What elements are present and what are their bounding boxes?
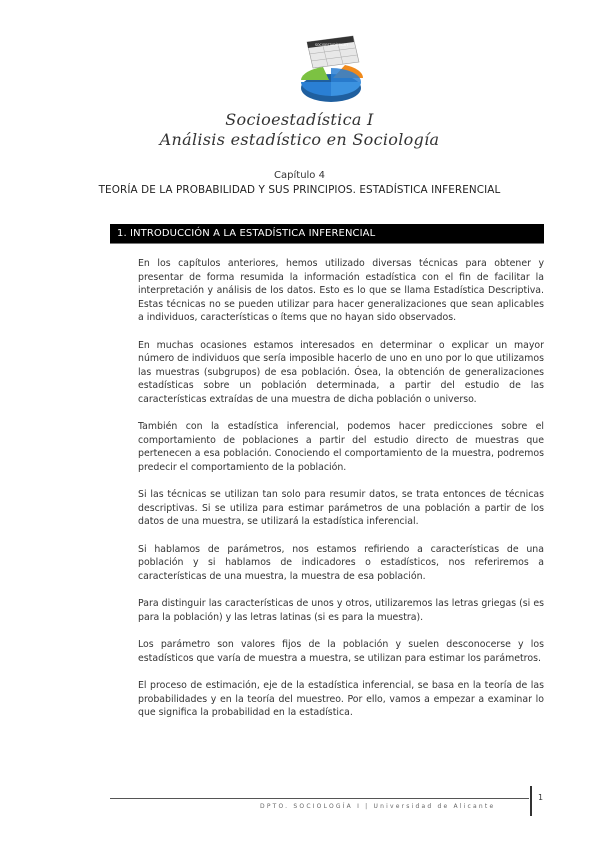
- paragraph: Si las técnicas se utilizan tan solo para resumir datos, se trata entonces de técnicas descriptivas. Si se utiliza para estimar parámetros de una población a partir de los datos de una muestra, se utilizará la estadística inferencial.: [138, 489, 544, 527]
- paragraph: También con la estadística inferencial, podemos hacer predicciones sobre el comportamiento de poblaciones a partir del estudio directo de muestras que pertenecen a esa población. Conociendo el comportamiento de la muestra, podremos predecir el comportamiento de la población.: [138, 421, 544, 473]
- section-header: [110, 224, 544, 244]
- paragraph: Si hablamos de parámetros, nos estamos refiriendo a características de una población y si hablamos de indicadores o estadísticos, nos referiremos a características de una muestra, la muestra de esa población.: [138, 543, 544, 582]
- body-text: [138, 257, 544, 734]
- section-divider: [110, 243, 544, 244]
- document-subtitle: Análisis estadístico en Sociología: [159, 130, 440, 149]
- paragraph: Para distinguir las características de unos y otros, utilizaremos las letras griegas (si es para la población) y las letras latinas (si es para la muestra).: [138, 598, 544, 623]
- chapter-title: TEORÍA DE LA PROBABILIDAD Y SUS PRINCIPIOS. ESTADÍSTICA INFERENCIAL: [98, 184, 501, 196]
- chapter-label: Capítulo 4: [274, 170, 325, 181]
- section-title: 1. INTRODUCCIÓN A LA ESTADÍSTICA INFERENCIAL: [117, 228, 376, 239]
- document-title: Socioestadística I: [225, 110, 374, 129]
- page-number-bar: [530, 786, 532, 816]
- page-number: 1: [538, 793, 544, 802]
- footer-text: DPTO. SOCIOLOGÍA I | Universidad de Alicante: [260, 803, 496, 810]
- footer-divider: [110, 798, 529, 799]
- paragraph: El proceso de estimación, eje de la estadística inferencial, se basa en la teoría de las probabilidades y en la teoría del muestreo. Por ello, vamos a empezar a examinar lo que significa la probabilidad en la estadística.: [138, 680, 544, 718]
- socioestadistica-logo: [293, 32, 375, 108]
- pie-chart-icon: [301, 65, 363, 102]
- paragraph: Los parámetro son valores fijos de la población y suelen desconocerse y los estadísticos que varía de muestra a muestra, se utilizan para estimar los parámetros.: [138, 639, 544, 664]
- paragraph: En los capítulos anteriores, hemos utilizado diversas técnicas para obtener y presentar de forma resumida la información estadística con el fin de facilitar la interpretación y análisis de los datos. Esto es lo que se llama Estadística Descriptiva. Estas técnicas no se pueden utilizar para hacer generalizaciones que sean aplicables a individuos, características o ítems que no hayan sido observados.: [138, 258, 544, 323]
- paragraph: En muchas ocasiones estamos interesados en determinar o explicar un mayor número de individuos que sería imposible hacerlo de uno en uno por lo que utilizamos las muestras (subgrupos) de esa población. Ósea, la obtención de generalizaciones estadísticas sobre un población determinada, a partir del estudio de las características extraídas de una muestra de dicha población o universo.: [138, 339, 544, 405]
- logo-label: SOCIOESTADÍSTICA I: [315, 43, 348, 47]
- spreadsheet-icon: [307, 36, 359, 68]
